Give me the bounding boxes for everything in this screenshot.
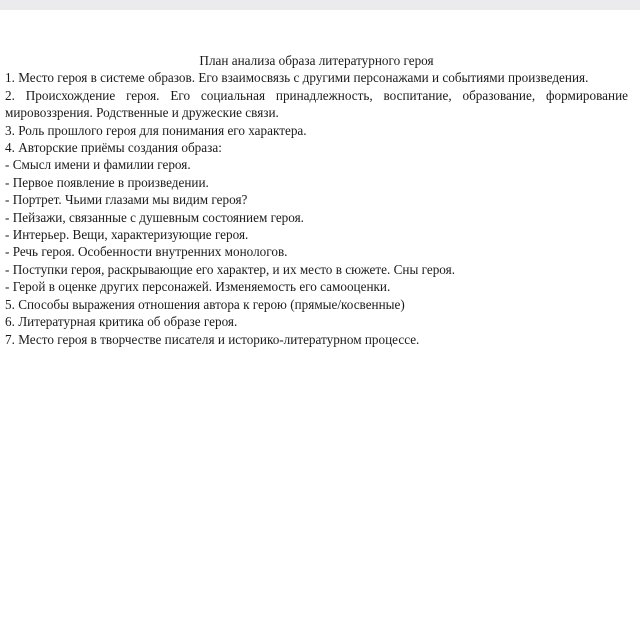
list-item: 2. Происхождение героя. Его социальная принадлежность, воспитание, образование, формирование мировоззрения. Родственные и дружеские связи. [5,87,628,121]
list-item: 7. Место героя в творчестве писателя и историко-литературном процессе. [5,331,420,347]
list-item: - Первое появление в произведении. [5,174,209,190]
list-item: - Речь героя. Особенности внутренних монологов. [5,244,288,260]
top-toolbar-strip [0,0,640,10]
list-item: 3. Роль прошлого героя для понимания его характера. [5,122,307,138]
list-item: - Интерьер. Вещи, характеризующие героя. [5,227,249,243]
list-item: - Пейзажи, связанные с душевным состоянием героя. [5,209,304,225]
list-item: - Портрет. Чьими глазами мы видим героя? [5,192,248,208]
list-item: 6. Литературная критика об образе героя. [5,314,238,330]
list-item: - Герой в оценке других персонажей. Изменяемость его самооценки. [5,279,391,295]
list-item: - Смысл имени и фамилии героя. [5,157,191,173]
list-item: 5. Способы выражения отношения автора к герою (прямые/косвенные) [5,296,405,312]
list-item: - Поступки героя, раскрывающие его характер, и их место в сюжете. Сны героя. [5,261,455,277]
document-page [5,52,628,348]
list-item: 4. Авторские приёмы создания образа: [5,140,222,156]
document-title: План анализа образа литературного героя [199,53,434,68]
list-item: 1. Место героя в системе образов. Его взаимосвязь с другими персонажами и событиями произведения. [5,70,589,86]
